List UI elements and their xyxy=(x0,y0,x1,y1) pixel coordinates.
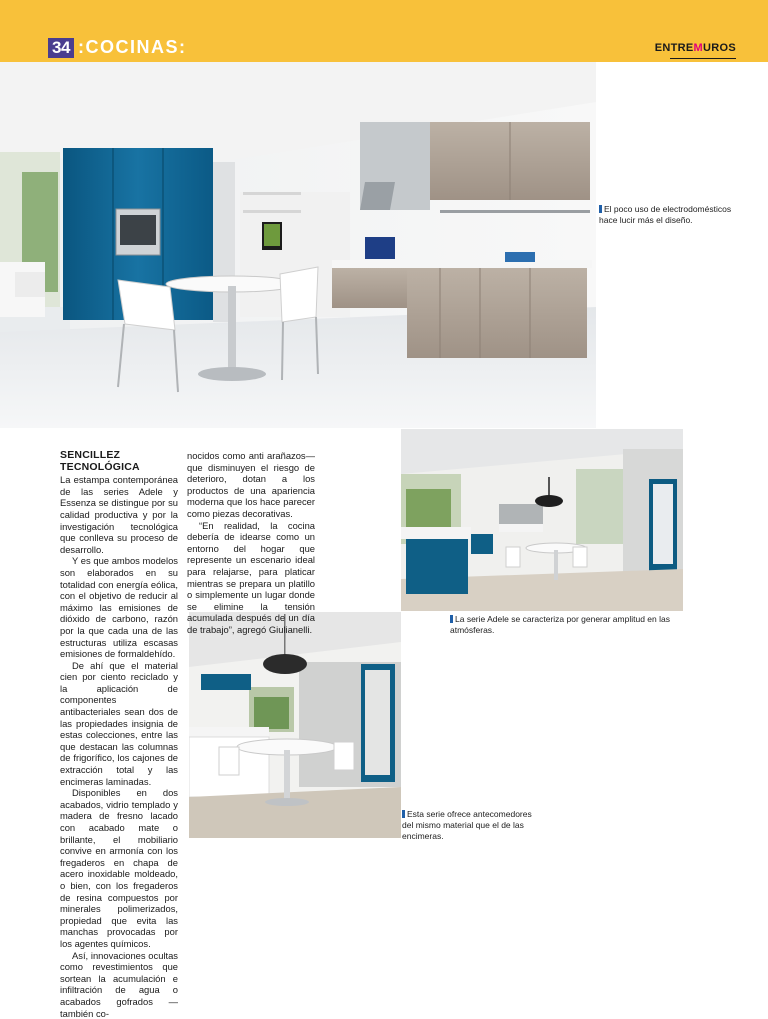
caption-marker xyxy=(450,615,453,623)
main-caption-text: El poco uso de electrodomésticos hace lucir más el diseño. xyxy=(599,204,732,225)
essenza-kitchen-photo xyxy=(189,612,401,838)
essenza-caption xyxy=(402,809,532,842)
main-kitchen-illustration xyxy=(0,62,596,428)
brand-part-3: UROS xyxy=(703,42,736,54)
paragraph: Así, innovaciones ocultas como revestimientos que sortean la acumulación e infiltración de agua o acabados gofrados —también co- xyxy=(60,949,178,1019)
page-header xyxy=(0,0,768,62)
article-heading: SENCILLEZ TECNOLÓGICA xyxy=(60,449,140,473)
paragraph: nocidos como anti arañazos— que disminuyen el riesgo de deterioro, dotan a los productos de una apariencia moderna que los hace parecer como piezas decorativas. xyxy=(187,450,315,519)
brand-underline xyxy=(670,58,736,59)
adele-kitchen-photo xyxy=(401,429,683,611)
brand-part-1: ENTRE xyxy=(654,42,694,54)
brand-part-2: M xyxy=(693,42,704,54)
article-column-2 xyxy=(187,450,315,636)
page-number: 34 xyxy=(48,38,74,58)
adele-caption-text: La serie Adele se caracteriza por generar amplitud en las atmósferas. xyxy=(450,614,670,635)
magazine-brand xyxy=(655,42,736,54)
paragraph: “En realidad, la cocina debería de idearse como un entorno del hogar que represente un escenario ideal para relajarse, para platicar mientras se prepara un platillo o simplemente un lugar donde se elimine la tensión acumulada después de un día de trabajo”, agregó Giulianelli. xyxy=(187,519,315,635)
paragraph: Disponibles en dos acabados, vidrio templado y madera de fresno lacado con acabado mate o brillante, el mobiliario convive en armonía con los fregaderos en chapa de acero inoxidable moldeado, o bien, con los fregaderos de resina compuestos por minerales polimerizados, propiedad que evita las manchas provocadas por los agentes químicos. xyxy=(60,787,178,949)
caption-marker xyxy=(402,810,405,818)
paragraph: De ahí que el material cien por ciento reciclado y la aplicación de componentes antibacteriales sean dos de las propiedades insignia de estas colecciones, entre las que destacan las columnas de frigorífico, los cajones de extracción total y las encimeras laminadas. xyxy=(60,659,178,787)
paragraph: Y es que ambos modelos son elaborados en su totalidad con energía eólica, con el objetivo de reducir al máximo las emisiones de dióxido de carbono, razón por la que cada una de las estructuras utiliza escasas emisiones de formaldehído. xyxy=(60,555,178,660)
adele-caption xyxy=(450,614,710,636)
article-column-1 xyxy=(60,450,178,1019)
paragraph: La estampa contemporánea de las series Adele y Essenza se distingue por su calidad productiva y por la investigación tecnológica que conlleva su proceso de desarrollo. xyxy=(60,474,178,555)
essenza-caption-text: Esta serie ofrece antecomedores del mismo material que el de las encimeras. xyxy=(402,809,532,841)
adele-kitchen-illustration xyxy=(401,429,683,611)
main-caption xyxy=(599,204,749,226)
caption-marker xyxy=(599,205,602,213)
main-kitchen-photo xyxy=(0,62,596,428)
essenza-kitchen-illustration xyxy=(189,612,401,838)
section-title: :COCINAS: xyxy=(78,37,187,57)
